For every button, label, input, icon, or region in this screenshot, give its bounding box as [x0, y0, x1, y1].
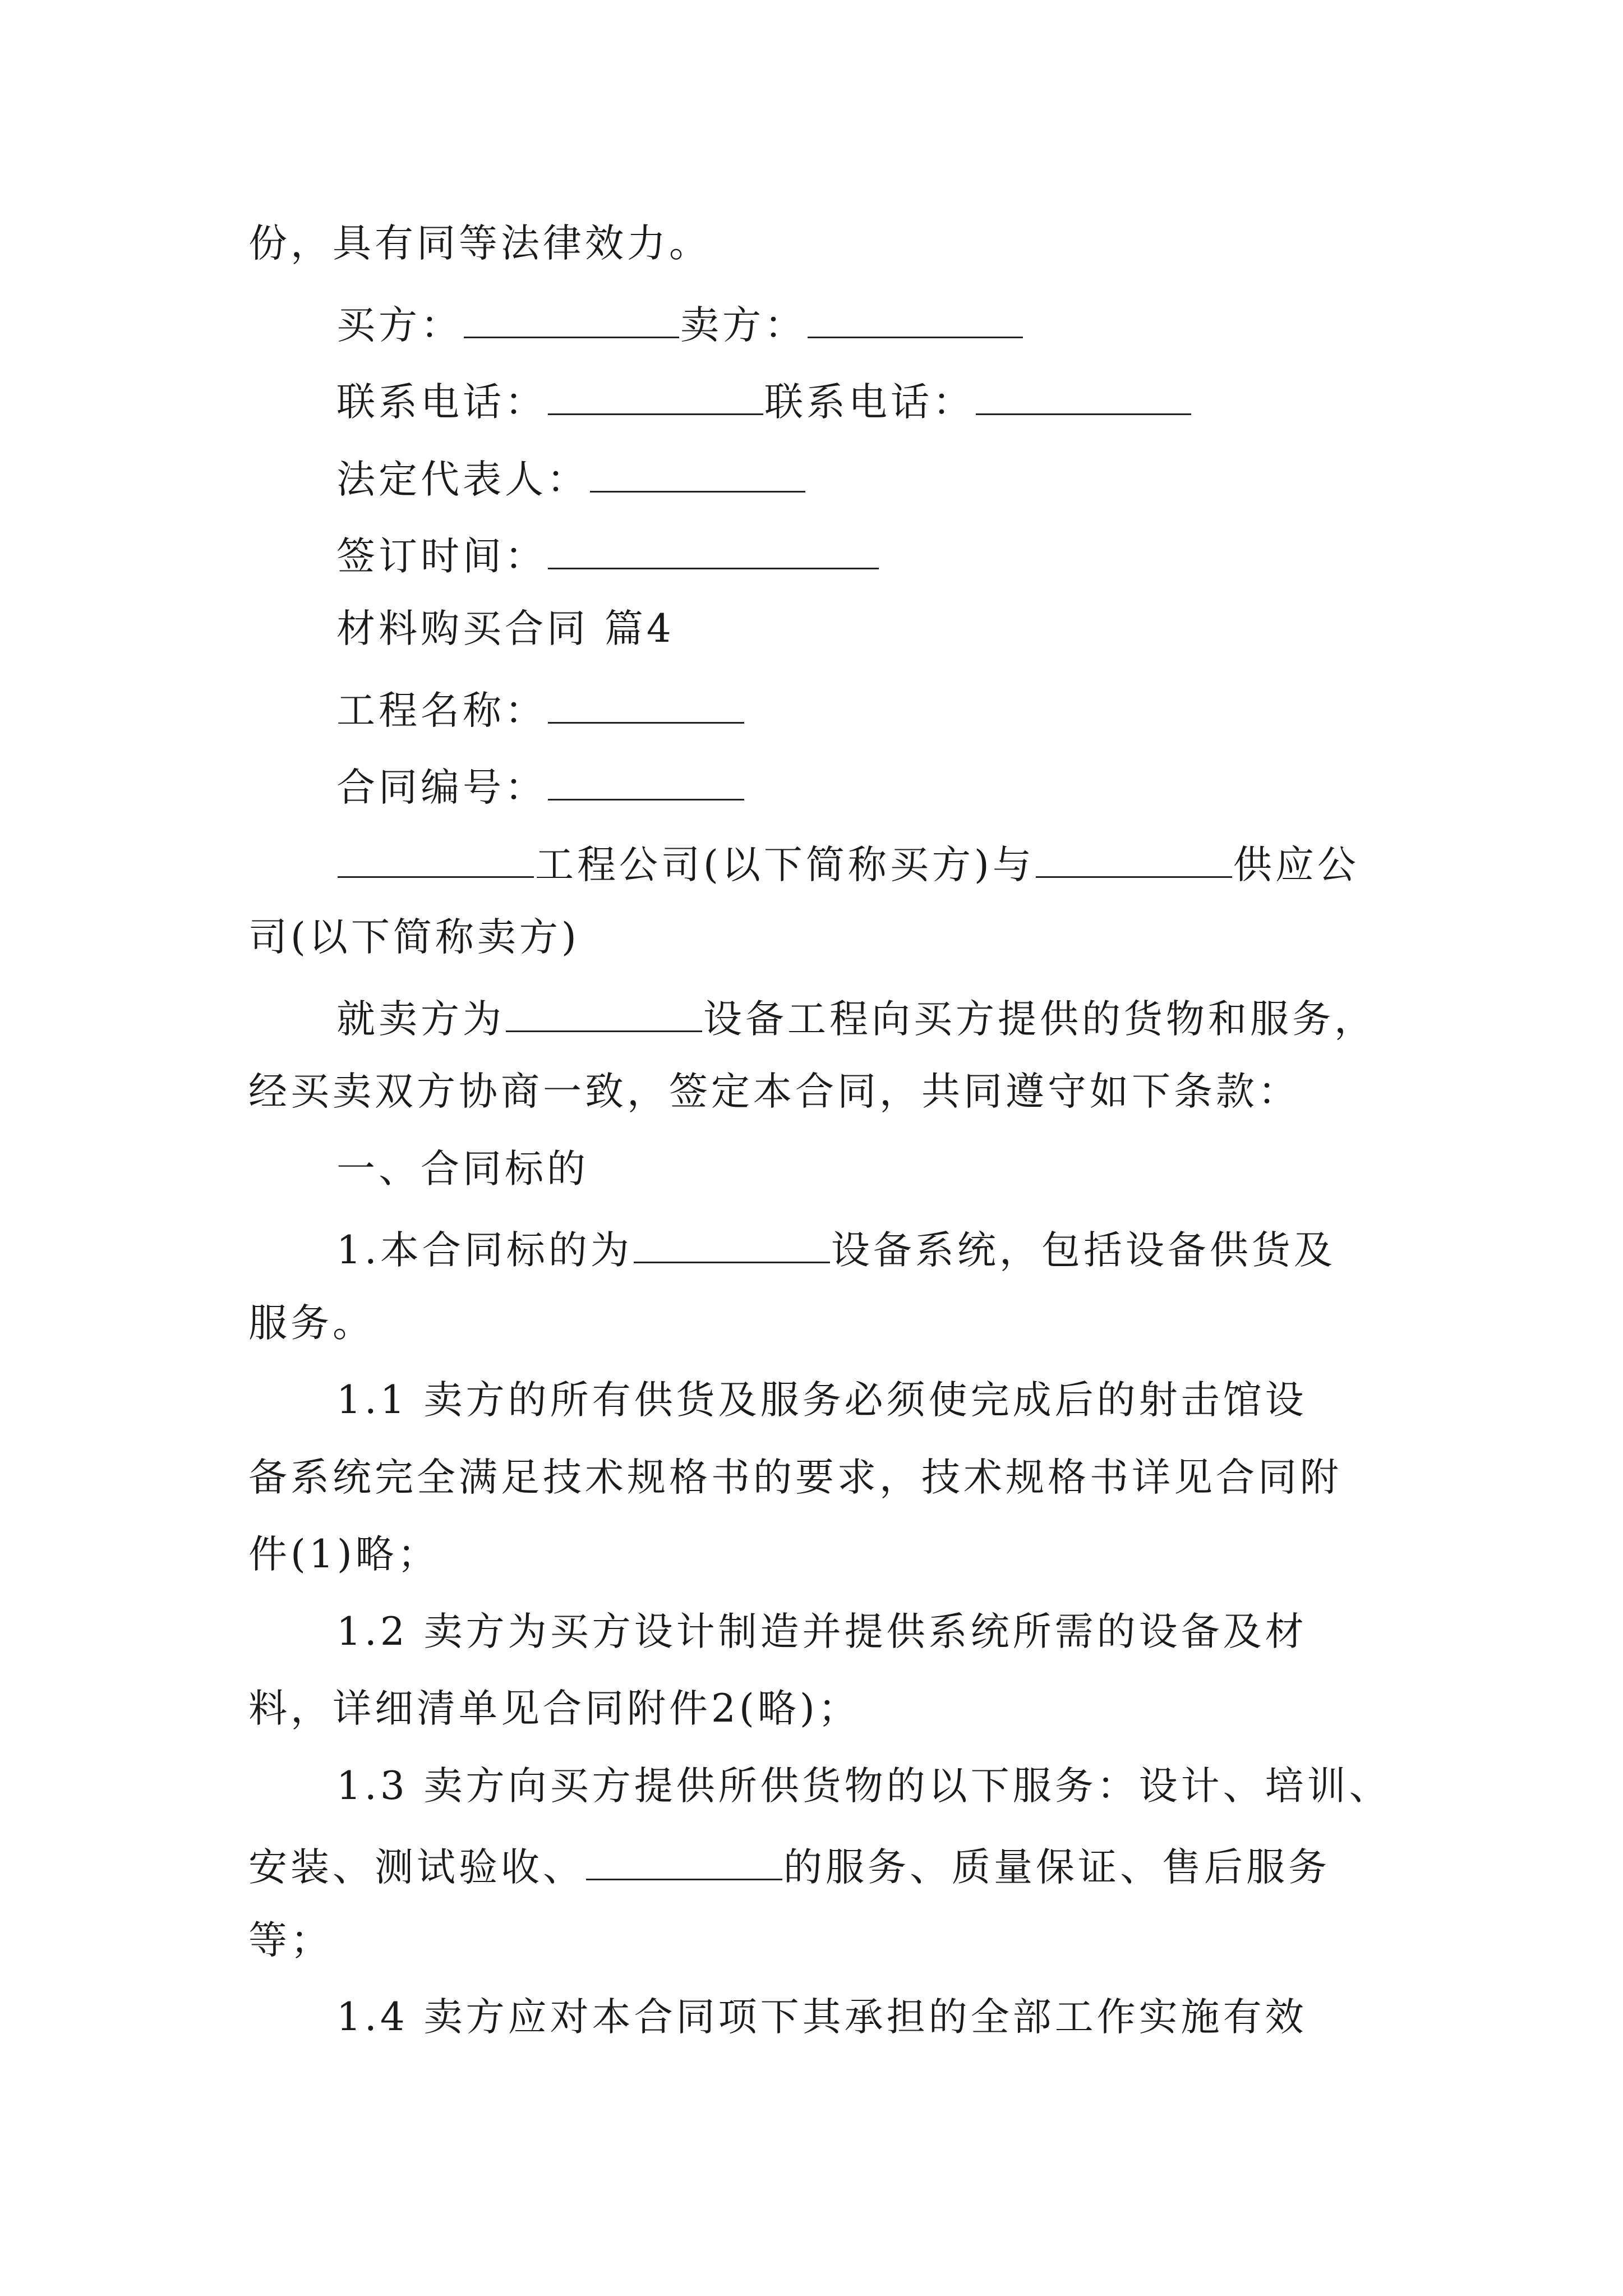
- buyer-blank: [464, 302, 679, 338]
- text-line: 1.2 卖方为买方设计制造并提供系统所需的设备及材: [336, 1609, 1307, 1654]
- text-line: 经买卖双方协商一致，签定本合同，共同遵守如下条款：: [248, 1069, 1300, 1114]
- parties-line: 工程公司(以下简称买方)与 供应公: [336, 841, 1359, 885]
- text-line: 备系统完全满足技术规格书的要求，技术规格书详见合同附: [248, 1455, 1342, 1500]
- phone-line: [336, 379, 1192, 425]
- sign-date-blank: [548, 533, 879, 569]
- text-line: 服务。: [248, 1301, 375, 1346]
- project-name-line: [336, 687, 745, 733]
- text-line: 就卖方为 设备工程向买方提供的货物和服务，: [336, 997, 1376, 1042]
- text-line: 1.3 卖方向买方提供所供货物的以下服务：设计、培训、: [336, 1764, 1391, 1809]
- project-name-blank: [548, 687, 744, 724]
- buyer-company-blank: [338, 841, 534, 878]
- contract-number-blank: [548, 764, 744, 800]
- text-line: 司(以下简称卖方): [248, 915, 580, 960]
- contract-number-label: 合同编号：: [336, 765, 547, 810]
- text-line: 1.1 卖方的所有供货及服务必须使完成后的射击馆设: [336, 1378, 1307, 1423]
- text-line: 1.4 卖方应对本合同项下其承担的全部工作实施有效: [336, 1995, 1307, 2040]
- project-name-label: 工程名称：: [336, 688, 547, 733]
- buyer-phone-blank: [548, 379, 763, 415]
- seller-label: 卖方：: [680, 303, 806, 348]
- sign-date-label: 签订时间：: [336, 534, 547, 579]
- contract-number-line: [336, 764, 745, 810]
- sign-date-line: [336, 533, 880, 579]
- buyer-label: 买方：: [336, 303, 463, 348]
- equipment-blank: [506, 996, 702, 1032]
- seller-phone-blank: [976, 379, 1191, 415]
- system-blank: [634, 1227, 830, 1263]
- seller-blank: [808, 302, 1023, 338]
- text-line: 份，具有同等法律效力。: [248, 221, 711, 266]
- text-line: 等；: [248, 1918, 333, 1963]
- legal-rep-line: [336, 456, 806, 502]
- service-blank: [586, 1844, 782, 1880]
- seller-phone-label: 联系电话：: [764, 380, 975, 425]
- legal-rep-blank: [590, 456, 805, 493]
- clause-heading: 一、合同标的: [336, 1147, 589, 1191]
- text-line: 安装、测试验收、 的服务、质量保证、售后服务: [248, 1845, 1330, 1890]
- text-line: 件(1)略；: [248, 1532, 440, 1577]
- buyer-seller-line: [336, 302, 1024, 348]
- buyer-phone-label: 联系电话：: [336, 380, 547, 425]
- legal-rep-label: 法定代表人：: [336, 457, 589, 502]
- text-line: 1.本合同标的为 设备系统，包括设备供货及: [336, 1228, 1336, 1273]
- text-line: 料，详细清单见合同附件2(略)；: [248, 1686, 860, 1731]
- supplier-company-blank: [1036, 841, 1232, 878]
- section-heading: 材料购买合同 篇4: [336, 606, 675, 651]
